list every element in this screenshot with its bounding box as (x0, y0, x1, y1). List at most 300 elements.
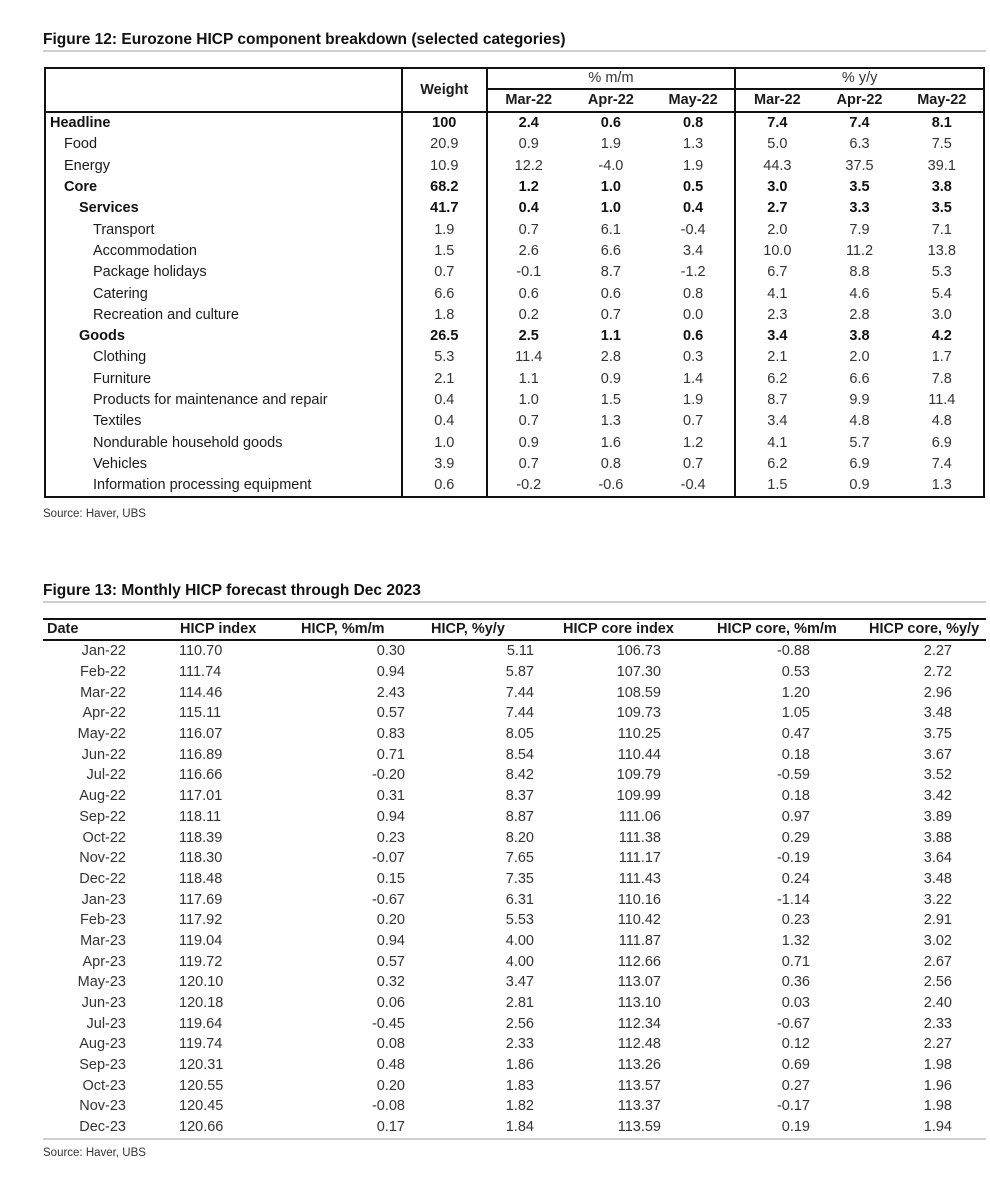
hicp-mm-cell: 0.71 (376, 746, 405, 763)
yy-value: 13.8 (927, 242, 956, 259)
hicp-mm-cell: 0.20 (376, 1077, 405, 1094)
date-cell: Feb-23 (80, 912, 126, 929)
core-index-cell: 111.17 (618, 850, 661, 867)
component-label: Energy (45, 156, 402, 177)
core-index-cell: 112.66 (617, 953, 661, 970)
mm-value: 0.8 (652, 112, 735, 134)
hicp-index-cell: 120.31 (179, 1057, 224, 1074)
hicp-index-cell: 118.30 (179, 850, 223, 867)
core-mm-cell: 0.24 (781, 870, 810, 887)
mm-value: 12.2 (514, 157, 543, 174)
component-row (45, 475, 984, 497)
hicp-index-cell: 120.10 (179, 974, 224, 991)
figure-13-title: Figure 13: Monthly HICP forecast through Dec 2023 (43, 582, 421, 599)
hicp-mm-cell: -0.67 (371, 891, 405, 908)
hicp-index-cell: 119.04 (179, 932, 223, 949)
yy-value: 7.4 (849, 115, 870, 132)
core-index-cell: 109.79 (616, 767, 661, 784)
col-header-core-index: HICP core index (563, 619, 715, 640)
forecast-row (43, 1034, 986, 1055)
label-header-blank (45, 68, 402, 112)
yy-value: 7.4 (767, 115, 788, 132)
yy-value: 3.8 (931, 179, 952, 196)
yy-value: 6.9 (849, 455, 870, 472)
hicp-index-cell: 120.18 (179, 995, 224, 1012)
core-yy-cell: 2.96 (923, 684, 952, 701)
component-row (45, 262, 984, 283)
hicp-yy-cell: 1.82 (505, 1098, 534, 1115)
hicp-index-cell: 116.66 (179, 767, 223, 784)
mm-value: -1.2 (652, 262, 735, 283)
core-yy-cell: 3.48 (923, 705, 952, 722)
component-label: Core (45, 177, 402, 198)
yy-value: 3.4 (767, 413, 788, 430)
component-weight: 1.5 (402, 241, 487, 262)
date-cell: Sep-23 (79, 1057, 126, 1074)
yy-value: 2.0 (767, 221, 788, 238)
hicp-mm-cell: -0.45 (371, 1015, 405, 1032)
mm-value: 0.7 (600, 306, 621, 323)
component-row (45, 156, 984, 177)
component-label: Products for maintenance and repair (45, 390, 402, 411)
yy-value: 4.2 (931, 328, 952, 345)
date-cell: Mar-23 (80, 932, 126, 949)
component-label: Transport (45, 219, 402, 240)
forecast-row (43, 786, 986, 807)
core-mm-cell: 0.97 (781, 808, 810, 825)
date-cell: Jan-23 (81, 891, 126, 908)
mm-value: 0.9 (518, 434, 539, 451)
mm-value: 6.1 (600, 221, 621, 238)
yy-value: 3.8 (849, 328, 870, 345)
hicp-mm-cell: 0.57 (376, 953, 405, 970)
date-cell: Aug-22 (79, 788, 126, 805)
period-header: Apr-22 (570, 89, 652, 112)
col-header-hicp-index: HICP index (151, 619, 292, 640)
weight-header: Weight (402, 68, 487, 112)
mm-value: 1.0 (518, 392, 539, 408)
component-row (45, 305, 984, 326)
mm-value: -0.2 (516, 477, 542, 494)
hicp-yy-cell: 4.00 (505, 953, 534, 970)
hicp-index-cell: 117.69 (179, 891, 223, 908)
component-weight: 6.6 (402, 283, 487, 304)
date-cell: Oct-23 (82, 1077, 126, 1094)
component-label: Accommodation (45, 241, 402, 262)
hicp-yy-cell: 3.47 (505, 974, 534, 991)
mm-value: 1.1 (600, 328, 621, 345)
yy-value: 5.7 (849, 434, 870, 451)
core-yy-cell: 3.89 (923, 808, 952, 825)
yy-value: 6.6 (849, 370, 870, 387)
mm-value: -0.6 (598, 477, 624, 494)
mm-value: 0.6 (600, 285, 621, 302)
mm-value: 0.7 (652, 454, 735, 475)
mm-value: 0.5 (652, 177, 735, 198)
yy-value: 7.8 (931, 370, 952, 387)
yy-value: 4.8 (849, 413, 870, 430)
hicp-mm-cell: -0.07 (371, 850, 405, 867)
figure-12-title: Figure 12: Eurozone HICP component breakdown (selected categories) (43, 31, 566, 48)
component-row (45, 219, 984, 240)
hicp-yy-cell: 7.44 (505, 684, 534, 701)
date-cell: Mar-22 (80, 684, 126, 701)
component-weight: 20.9 (402, 134, 487, 155)
yy-value: 7.1 (931, 221, 952, 238)
mm-value: 2.6 (518, 242, 539, 259)
component-weight: 1.0 (402, 432, 487, 453)
hicp-index-cell: 116.89 (179, 746, 223, 763)
core-yy-cell: 3.88 (923, 829, 952, 846)
yy-value: 2.3 (767, 306, 788, 323)
mm-value: -0.4 (652, 219, 735, 240)
component-weight: 5.3 (402, 347, 487, 368)
mm-value: 0.9 (600, 370, 621, 387)
hicp-component-table-body (45, 112, 984, 497)
hicp-forecast-table-body (43, 640, 986, 1139)
mm-value: 1.2 (518, 179, 539, 196)
component-row (45, 198, 984, 219)
hicp-mm-cell: -0.20 (371, 767, 405, 784)
core-mm-cell: 0.53 (781, 664, 810, 681)
core-index-cell: 110.42 (617, 912, 661, 929)
mm-value: 2.5 (518, 328, 539, 345)
forecast-row (43, 765, 986, 786)
hicp-mm-cell: 0.31 (376, 788, 405, 805)
figure-13-title-rule (43, 601, 986, 603)
hicp-index-cell: 120.45 (179, 1098, 224, 1115)
period-header: Apr-22 (818, 89, 900, 112)
figure-12-source: Source: Haver, UBS (43, 508, 146, 520)
forecast-row (43, 993, 986, 1014)
hicp-yy-cell: 5.11 (506, 643, 534, 660)
date-cell: Dec-23 (43, 1117, 151, 1139)
core-mm-cell: 0.36 (781, 974, 810, 991)
core-mm-cell: 0.18 (781, 788, 810, 805)
core-yy-cell: 2.33 (923, 1015, 952, 1032)
yy-value: 2.1 (767, 349, 788, 366)
core-mm-cell: -0.88 (776, 643, 810, 660)
component-label: Food (45, 134, 402, 155)
core-mm-cell: 0.03 (781, 995, 810, 1012)
component-label: Catering (45, 283, 402, 304)
forecast-row (43, 724, 986, 745)
yy-value: 2.7 (767, 200, 788, 217)
component-weight: 2.1 (402, 369, 487, 390)
component-label: Vehicles (45, 454, 402, 475)
hicp-yy-cell: 5.87 (505, 664, 534, 681)
date-cell: May-23 (77, 974, 126, 991)
component-row (45, 241, 984, 262)
component-weight: 0.4 (402, 390, 487, 411)
yy-value: 1.5 (767, 477, 788, 494)
core-index-cell: 112.34 (617, 1015, 661, 1032)
hicp-yy-cell: 8.37 (505, 788, 534, 805)
core-mm-cell: 0.12 (781, 1036, 810, 1053)
yy-value: 7.9 (849, 221, 870, 238)
forecast-row (43, 889, 986, 910)
date-cell: Jun-23 (81, 995, 126, 1012)
period-header: May-22 (901, 89, 984, 112)
mm-value: 1.0 (600, 179, 621, 196)
figure-13-source: Source: Haver, UBS (43, 1147, 146, 1159)
date-cell: Dec-22 (79, 870, 126, 887)
hicp-yy-cell: 8.54 (505, 746, 534, 763)
yy-value: 44.3 (763, 157, 792, 174)
forecast-row (43, 869, 986, 890)
date-cell: Nov-22 (79, 850, 126, 867)
mm-value: 6.6 (600, 242, 621, 259)
yy-group-header: % y/y (735, 68, 984, 89)
mm-value: 0.0 (652, 305, 735, 326)
core-yy-cell: 3.75 (923, 726, 952, 743)
core-mm-cell: -0.59 (776, 767, 810, 784)
mm-value: 0.6 (600, 115, 621, 132)
mm-value: 0.7 (518, 455, 539, 472)
yy-value: 6.7 (767, 264, 788, 281)
hicp-yy-cell: 6.31 (505, 891, 534, 908)
yy-value: 5.4 (931, 285, 952, 302)
date-cell: Oct-22 (82, 829, 126, 846)
hicp-index-cell: 118.48 (179, 870, 223, 887)
col-header-core-mm: HICP core, %m/m (715, 619, 867, 640)
core-mm-cell: 0.23 (781, 912, 810, 929)
component-label: Clothing (45, 347, 402, 368)
hicp-index-cell: 120.55 (179, 1077, 224, 1094)
yy-value: 1.3 (931, 477, 952, 494)
core-yy-cell: 3.67 (923, 746, 952, 763)
yy-value: 3.0 (931, 306, 952, 323)
hicp-index-cell: 118.39 (179, 829, 223, 846)
hicp-index-cell: 119.74 (179, 1036, 223, 1053)
hicp-mm-cell: 0.20 (376, 912, 405, 929)
component-label: Package holidays (45, 262, 402, 283)
col-header-date: Date (43, 619, 151, 640)
hicp-yy-cell: 2.56 (505, 1015, 534, 1032)
hicp-index-cell: 117.92 (179, 912, 223, 929)
component-row (45, 112, 984, 134)
yy-value: 11.4 (928, 392, 956, 408)
period-header: May-22 (652, 89, 735, 112)
mm-value: 0.8 (600, 455, 621, 472)
hicp-yy-cell: 1.86 (505, 1057, 534, 1074)
forecast-row (43, 744, 986, 765)
yy-value: 3.4 (767, 328, 788, 345)
core-index-cell: 111.06 (618, 808, 661, 825)
period-header: Mar-22 (735, 89, 818, 112)
yy-value: 8.1 (931, 115, 952, 132)
core-yy-cell: 3.02 (923, 932, 952, 949)
mm-value: 1.0 (600, 200, 621, 217)
mm-value: 1.9 (600, 136, 621, 153)
core-index-cell: 112.48 (617, 1036, 661, 1053)
hicp-mm-cell: 0.57 (376, 705, 405, 722)
yy-value: 7.4 (931, 455, 952, 472)
core-yy-cell: 3.52 (923, 767, 952, 784)
yy-value: 2.0 (849, 349, 870, 366)
yy-value: 0.9 (849, 477, 870, 494)
yy-value: 10.0 (763, 242, 792, 259)
component-weight: 100 (402, 112, 487, 134)
core-mm-cell: 0.27 (781, 1077, 810, 1094)
core-index-cell: 111.38 (618, 829, 661, 846)
core-index-cell: 113.07 (617, 974, 661, 991)
mm-value: 1.9 (652, 390, 735, 411)
yy-value: 6.2 (767, 370, 788, 387)
mm-value: 1.6 (600, 434, 621, 451)
core-mm-cell: -0.67 (776, 1015, 810, 1032)
core-mm-cell: 1.20 (781, 684, 810, 701)
component-row (45, 177, 984, 198)
mm-value: 1.1 (518, 370, 539, 387)
mm-value: -4.0 (598, 157, 624, 174)
hicp-index-cell: 114.46 (179, 684, 223, 701)
component-label: Recreation and culture (45, 305, 402, 326)
component-weight: 0.7 (402, 262, 487, 283)
core-mm-cell: 0.69 (781, 1057, 810, 1074)
yy-value: 6.3 (849, 136, 870, 153)
forecast-row (43, 1055, 986, 1076)
forecast-row (43, 848, 986, 869)
core-index-cell: 110.25 (617, 726, 661, 743)
hicp-index-cell: 115.11 (179, 705, 222, 722)
mm-value: 1.4 (652, 369, 735, 390)
core-mm-cell: -0.17 (776, 1098, 810, 1115)
forecast-row (43, 1117, 986, 1139)
forecast-row (43, 662, 986, 683)
hicp-mm-cell: 0.30 (376, 643, 405, 660)
yy-value: 4.6 (849, 285, 870, 302)
core-yy-cell: 1.98 (923, 1098, 952, 1115)
core-index-cell: 113.37 (617, 1098, 661, 1115)
yy-value: 7.5 (931, 136, 952, 153)
yy-value: 9.9 (849, 392, 870, 408)
component-label: Information processing equipment (45, 475, 402, 497)
forecast-row (43, 910, 986, 931)
yy-value: 6.9 (931, 434, 952, 451)
component-weight: 41.7 (402, 198, 487, 219)
mm-value: 0.2 (518, 306, 539, 323)
hicp-index-cell: 120.66 (151, 1117, 292, 1139)
core-index-cell: 110.16 (617, 891, 661, 908)
hicp-yy-cell: 8.05 (505, 726, 534, 743)
component-row (45, 454, 984, 475)
date-cell: May-22 (77, 726, 126, 743)
core-index-cell: 111.87 (618, 932, 661, 949)
hicp-yy-cell: 1.84 (429, 1117, 563, 1139)
component-row (45, 369, 984, 390)
mm-value: 2.8 (600, 349, 621, 366)
hicp-index-cell: 119.72 (179, 953, 223, 970)
hicp-yy-cell: 1.83 (505, 1077, 534, 1094)
core-index-cell: 113.10 (617, 995, 661, 1012)
yy-value: 3.0 (767, 179, 788, 196)
core-yy-cell: 2.91 (923, 912, 952, 929)
component-label: Headline (45, 112, 402, 134)
component-label: Furniture (45, 369, 402, 390)
core-mm-cell: 0.47 (781, 726, 810, 743)
core-yy-cell: 2.40 (923, 995, 952, 1012)
core-yy-cell: 3.42 (923, 788, 952, 805)
hicp-mm-cell: 0.83 (376, 726, 405, 743)
hicp-mm-cell: -0.08 (371, 1098, 405, 1115)
hicp-yy-cell: 2.81 (505, 995, 534, 1012)
component-label: Goods (45, 326, 402, 347)
yy-value: 1.7 (931, 349, 952, 366)
hicp-yy-cell: 8.20 (505, 829, 534, 846)
component-label: Textiles (45, 411, 402, 432)
core-yy-cell: 2.27 (923, 1036, 952, 1053)
component-row (45, 283, 984, 304)
yy-value: 3.5 (849, 179, 870, 196)
hicp-index-cell: 111.74 (179, 664, 222, 681)
mm-value: 1.3 (600, 413, 621, 430)
date-cell: Feb-22 (80, 664, 126, 681)
core-yy-cell: 2.56 (923, 974, 952, 991)
component-weight: 68.2 (402, 177, 487, 198)
core-index-cell: 109.73 (616, 705, 661, 722)
yy-value: 39.1 (927, 157, 956, 174)
date-cell: Jun-22 (81, 746, 126, 763)
mm-value: 0.7 (518, 413, 539, 430)
core-index-cell: 113.26 (617, 1057, 661, 1074)
core-yy-cell: 1.98 (923, 1057, 952, 1074)
date-cell: Aug-23 (79, 1036, 126, 1053)
mm-value: 0.7 (518, 221, 539, 238)
hicp-mm-cell: 0.08 (376, 1036, 405, 1053)
hicp-forecast-table (43, 618, 986, 1140)
hicp-mm-cell: 0.17 (292, 1117, 429, 1139)
yy-value: 8.7 (767, 392, 788, 408)
period-header: Mar-22 (487, 89, 570, 112)
yy-value: 4.1 (767, 285, 788, 302)
hicp-yy-cell: 7.65 (505, 850, 534, 867)
yy-value: 5.0 (767, 136, 788, 153)
yy-value: 4.1 (767, 434, 788, 451)
hicp-mm-cell: 0.23 (376, 829, 405, 846)
hicp-yy-cell: 7.44 (505, 705, 534, 722)
core-index-cell: 111.43 (618, 870, 661, 887)
component-weight: 10.9 (402, 156, 487, 177)
col-header-hicp-yy: HICP, %y/y (429, 619, 563, 640)
core-mm-cell: 0.19 (715, 1117, 867, 1139)
forecast-row (43, 1096, 986, 1117)
core-yy-cell: 1.96 (923, 1077, 952, 1094)
forecast-row (43, 1013, 986, 1034)
component-row (45, 326, 984, 347)
col-header-core-yy: HICP core, %y/y (867, 619, 986, 640)
mm-value: 1.5 (600, 392, 621, 408)
mm-value: 1.2 (652, 432, 735, 453)
component-weight: 0.6 (402, 475, 487, 497)
component-weight: 26.5 (402, 326, 487, 347)
core-yy-cell: 2.27 (923, 643, 952, 660)
hicp-mm-cell: 0.32 (376, 974, 405, 991)
hicp-mm-cell: 2.43 (376, 684, 405, 701)
core-yy-cell: 2.67 (923, 953, 952, 970)
core-mm-cell: -0.19 (776, 850, 810, 867)
mm-value: 0.3 (652, 347, 735, 368)
core-mm-cell: 0.18 (781, 746, 810, 763)
yy-value: 11.2 (845, 242, 874, 259)
component-row (45, 390, 984, 411)
forecast-row (43, 1075, 986, 1096)
mm-value: 0.4 (518, 200, 539, 217)
core-index-cell: 109.99 (616, 788, 661, 805)
date-cell: Jul-22 (86, 767, 126, 784)
hicp-index-cell: 116.07 (179, 726, 223, 743)
forecast-row (43, 951, 986, 972)
